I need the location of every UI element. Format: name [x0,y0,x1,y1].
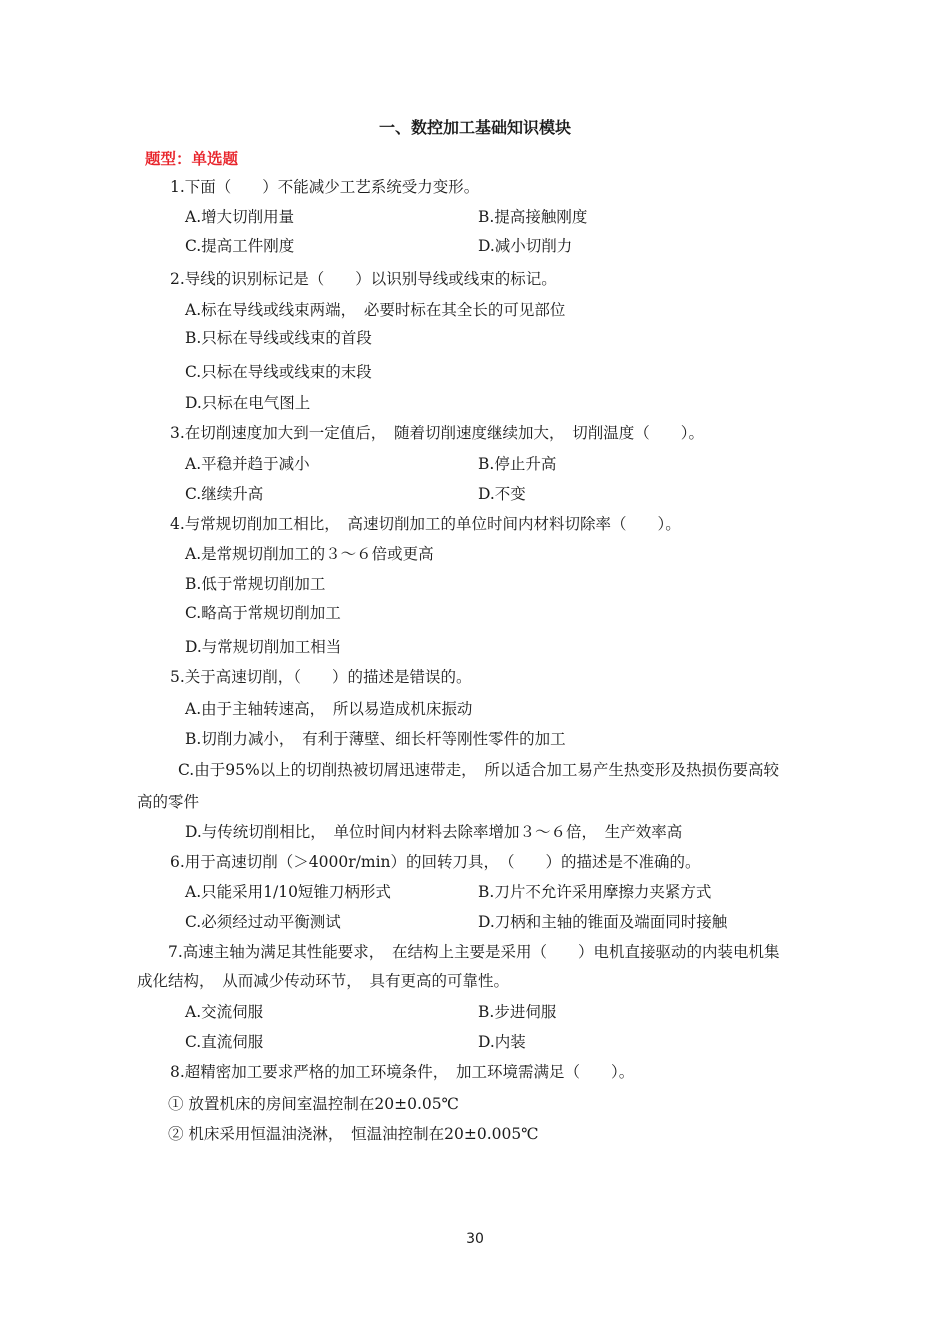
question-stem: 1.下面（ ）不能减少工艺系统受力变形。 [170,178,480,196]
option-c: C.只标在导线或线束的末段 [185,363,372,381]
option-c: C.直流伺服 [185,1033,264,1051]
question-type-label: 题型：单选题 [145,150,239,168]
option-b: B.提高接触刚度 [478,208,588,226]
option-a: A.交流伺服 [185,1003,264,1021]
option-d: D.只标在电气图上 [185,394,311,412]
option-a: A.增大切削用量 [185,208,295,226]
option-b: B.低于常规切削加工 [185,575,326,593]
question-stem: 8.超精密加工要求严格的加工环境条件， 加工环境需满足（ ）。 [170,1063,635,1081]
option-b: B.只标在导线或线束的首段 [185,329,372,347]
option-c-continuation: 高的零件 [137,793,200,811]
option-d: D.与传统切削相比， 单位时间内材料去除率增加３～６倍， 生产效率高 [185,823,683,841]
question-stem-continuation: 成化结构， 从而减少传动环节， 具有更高的可靠性。 [137,972,510,990]
option-c: C.必须经过动平衡测试 [185,913,341,931]
option-c: C.由于95%以上的切削热被切屑迅速带走， 所以适合加工易产生热变形及热损伤要高较 [178,761,779,779]
option-b: B.切削力减小， 有利于薄壁、细长杆等刚性零件的加工 [185,730,566,748]
question-stem: 6.用于高速切削（＞4000r/min）的回转刀具， （ ）的描述是不准确的。 [170,853,701,871]
section-title: 一、数控加工基础知识模块 [378,118,571,137]
condition-item: ② 机床采用恒温油浇淋， 恒温油控制在20±0.005℃ [168,1125,539,1143]
option-a: A.由于主轴转速高， 所以易造成机床振动 [185,700,473,718]
option-d: D.内装 [478,1033,526,1051]
option-a: A.平稳并趋于减小 [185,455,310,473]
option-b: B.停止升高 [478,455,557,473]
page-number: 30 [466,1231,484,1247]
option-d: D.减小切削力 [478,237,573,255]
question-stem: 5.关于高速切削，（ ）的描述是错误的。 [170,668,472,686]
question-stem: 4.与常规切削加工相比， 高速切削加工的单位时间内材料切除率（ ）。 [170,515,681,533]
condition-item: ① 放置机床的房间室温控制在20±0.05℃ [168,1095,459,1113]
option-c: C.提高工件刚度 [185,237,295,255]
option-a: A.标在导线或线束两端， 必要时标在其全长的可见部位 [185,301,566,319]
option-d: D.与常规切削加工相当 [185,638,342,656]
option-d: D.刀柄和主轴的锥面及端面同时接触 [478,913,728,931]
option-b: B.步进伺服 [478,1003,557,1021]
question-stem: 3.在切削速度加大到一定值后， 随着切削速度继续加大， 切削温度（ ）。 [170,424,705,442]
option-a: A.只能采用1/10短锥刀柄形式 [185,883,391,901]
option-d: D.不变 [478,485,526,503]
option-c: C.继续升高 [185,485,264,503]
question-stem: 7.高速主轴为满足其性能要求， 在结构上主要是采用（ ）电机直接驱动的内装电机集 [168,943,780,961]
option-c: C.略高于常规切削加工 [185,604,341,622]
question-stem: 2.导线的识别标记是（ ）以识别导线或线束的标记。 [170,270,557,288]
option-a: A.是常规切削加工的３～６倍或更高 [185,545,434,563]
option-b: B.刀片不允许采用摩擦力夹紧方式 [478,883,712,901]
